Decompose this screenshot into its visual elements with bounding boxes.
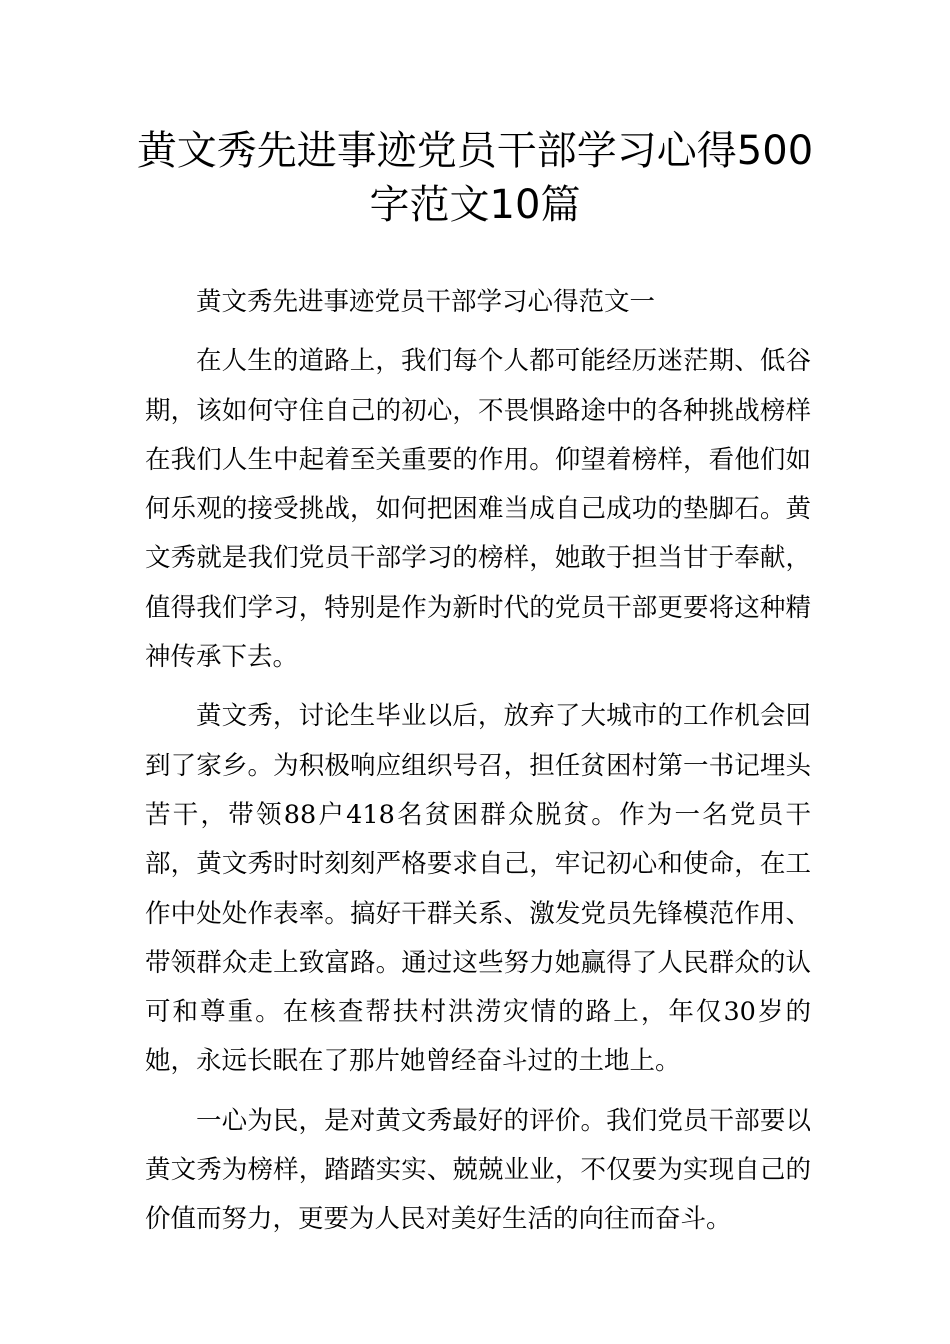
title-line-1: 黄文秀先进事迹党员干部学习心得500 bbox=[136, 128, 814, 174]
document-body bbox=[145, 278, 811, 1245]
section-heading: 黄文秀先进事迹党员干部学习心得范文一 bbox=[196, 287, 656, 317]
title-line-2: 字范文10篇 bbox=[369, 182, 581, 228]
body-paragraph: 一心为民，是对黄文秀最好的评价。我们党员干部要以黄文秀为榜样，踏踏实实、兢兢业业，不仅要为实现自己的价值而努力，更要为人民对美好生活的向往而奋斗。 bbox=[145, 1105, 811, 1235]
body-paragraph: 黄文秀，讨论生毕业以后，放弃了大城市的工作机会回到了家乡。为积极响应组织号召，担任贫困村第一书记埋头苦干，带领88户418名贫困群众脱贫。作为一名党员干部，黄文秀时时刻刻严格要求自己，牢记初心和使命，在工作中处处作表率。搞好干群关系、激发党员先锋模范作用、带领群众走上致富路。通过这些努力她赢得了人民群众的认可和尊重。在核查帮扶村洪涝灾情的路上，年仅30岁的她，永远长眠在了那片她曾经奋斗过的土地上。 bbox=[145, 701, 811, 1077]
body-paragraph: 在人生的道路上，我们每个人都可能经历迷茫期、低谷期，该如何守住自己的初心，不畏惧路途中的各种挑战榜样在我们人生中起着至关重要的作用。仰望着榜样，看他们如何乐观的接受挑战，如何把困难当成自己成功的垫脚石。黄文秀就是我们党员干部学习的榜样，她敢于担当甘于奉献，值得我们学习，特别是作为新时代的党员干部更要将这种精神传承下去。 bbox=[145, 346, 811, 673]
document-title bbox=[120, 124, 830, 232]
